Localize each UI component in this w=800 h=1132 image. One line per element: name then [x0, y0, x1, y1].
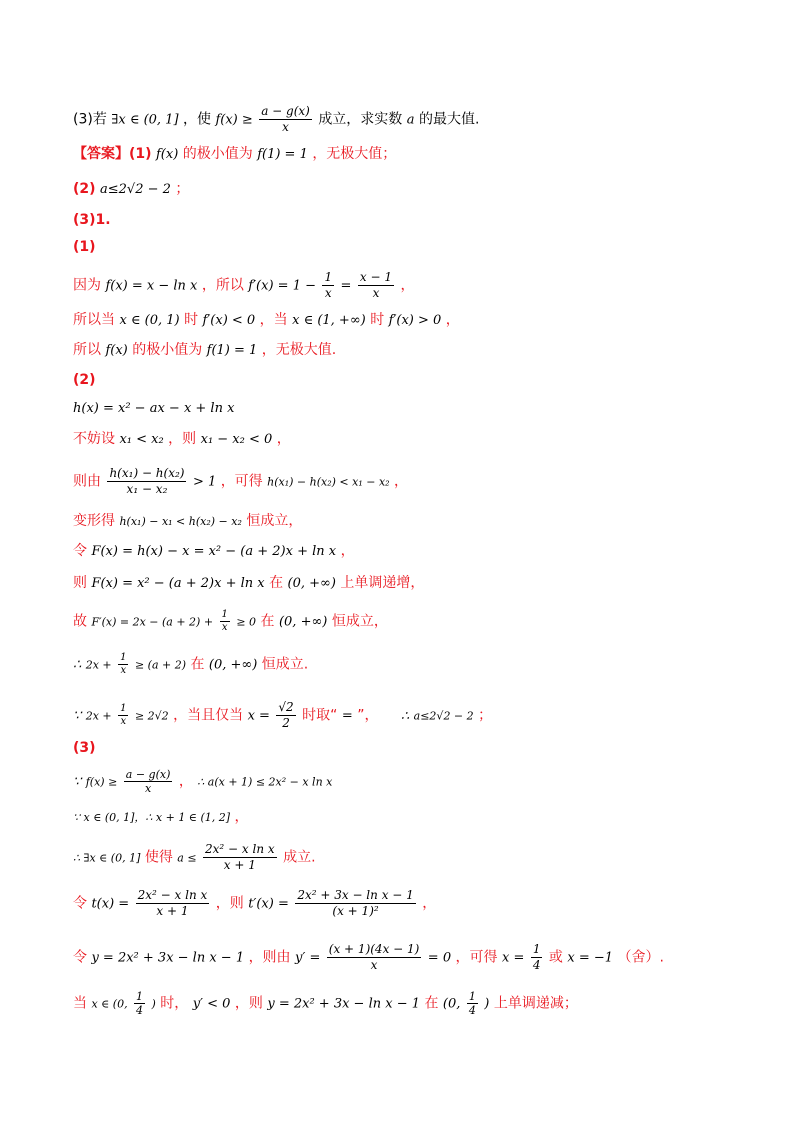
text: (3) — [73, 740, 96, 756]
math: (0, — [442, 996, 461, 1012]
text: ，则由 — [248, 949, 291, 966]
text: 时取“ — [302, 707, 338, 724]
solution-2-line-e — [73, 540, 355, 563]
because-symbol: ∵ — [73, 708, 82, 724]
text: (2) — [73, 372, 96, 388]
text: ， — [422, 895, 437, 912]
text: 则 — [73, 575, 87, 591]
answer-2 — [73, 178, 189, 201]
text: 上单调递减； — [493, 995, 578, 1012]
fraction: $\frac{x - 1}{x}$ — [359, 270, 392, 300]
text: 成立. — [283, 849, 316, 866]
text: 令 — [73, 949, 87, 966]
math: F(x) = h(x) − x = x² − (a + 2)x + ln x — [91, 544, 337, 559]
math: x ∈ (0, — [91, 997, 128, 1011]
fraction: $\frac{1}{4}$ — [136, 990, 144, 1017]
math: ≥ (a + 2) — [134, 658, 187, 672]
math: ∵ x ∈ (0, 1]，∴ x + 1 ∈ (1, 2] — [73, 811, 231, 824]
therefore-symbol: ∴ — [73, 657, 82, 673]
text: 使得 — [144, 849, 173, 866]
math: y = 2x² + 3x − ln x − 1 — [267, 996, 420, 1012]
text: 所以 — [73, 342, 101, 358]
text: ，则 — [234, 995, 263, 1012]
math: a≤2√2 − 2 — [100, 182, 171, 197]
solution-2-heading — [73, 369, 96, 391]
math: t(x) = — [91, 896, 130, 912]
math: x ∈ (1, +∞) — [292, 313, 366, 328]
fraction: $\frac{a - g(x)}{x}$ — [125, 768, 171, 795]
math: y′ = — [295, 950, 321, 966]
text: 时 — [370, 312, 385, 328]
math: h(x₁) − h(x₂) < x₁ − x₂ — [267, 475, 390, 489]
math: 2x + — [85, 709, 112, 723]
solution-2-line-f — [73, 572, 424, 595]
therefore-symbol: ∴ — [400, 708, 410, 724]
text: 不妨设 — [73, 431, 115, 447]
text: ，可得 — [220, 473, 263, 490]
solution-3-line-f — [73, 990, 578, 1017]
text: 或 — [548, 949, 563, 966]
math: f′(x) = 1 − — [248, 278, 316, 294]
text: 的极小值为 — [182, 146, 253, 162]
text: ，可得 — [455, 949, 498, 966]
math: ∴ a(x + 1) ≤ 2x² − x ln x — [197, 775, 333, 789]
fraction: $\frac{√2}{2}$ — [278, 700, 294, 730]
solution-3-line-b — [73, 806, 248, 829]
math: ) — [151, 997, 156, 1011]
math: x = — [502, 950, 525, 966]
text: ， — [445, 312, 460, 328]
text: 在 — [269, 575, 284, 591]
math: f(1) = 1 — [206, 343, 258, 358]
fraction: $\frac{1}{4}$ — [532, 942, 541, 972]
math: x = — [247, 708, 270, 724]
solution-3-line-e — [73, 942, 664, 973]
text: 上单调递增， — [340, 575, 425, 591]
fraction: $\frac{1}{4}$ — [468, 990, 476, 1017]
math: 2x + — [85, 658, 112, 672]
answer-label: 【答案】(1) — [73, 146, 152, 162]
answer-1 — [73, 143, 396, 166]
math: a≤2√2 − 2 — [413, 709, 474, 723]
math: ≥ 0 — [236, 615, 257, 629]
solution-2-line-b — [73, 428, 291, 451]
math: f′(x) > 0 — [388, 313, 442, 328]
text: 在 — [260, 613, 275, 630]
text: 的最大值. — [418, 111, 480, 128]
fraction: $\frac{1}{x}$ — [324, 270, 333, 300]
text: 在 — [190, 656, 205, 673]
math: f(1) = 1 — [257, 147, 308, 162]
math: x₁ < x₂ — [119, 432, 164, 447]
text: ，使 — [182, 111, 211, 128]
math: x = −1 — [567, 950, 614, 966]
fraction: $\frac{\text{h(x₁) − h(x₂)}}{\text{x₁ − x₂}}$ — [109, 466, 185, 496]
solution-2-line-d — [73, 510, 302, 533]
math: h(x₁) − x₁ < h(x₂) − x₂ — [119, 515, 242, 528]
solution-2-line-a — [73, 397, 234, 420]
text: 在 — [424, 995, 439, 1012]
text: ”， — [357, 707, 379, 724]
text: 所以当 — [73, 312, 115, 328]
solution-1-line-c — [73, 339, 336, 362]
question-3 — [73, 104, 479, 135]
text: 恒成立， — [246, 513, 303, 529]
math: ∴ ∃x ∈ (0, 1] — [73, 851, 141, 865]
math: h(x) = x² − ax − x + ln x — [73, 401, 235, 416]
text: ，当且仅当 — [173, 707, 244, 724]
math: f(x) — [105, 343, 128, 358]
solution-2-line-g — [73, 609, 388, 634]
text: (1) — [73, 239, 96, 255]
answer-3 — [73, 209, 111, 231]
text: ，无极大值. — [261, 342, 337, 358]
text: (2) — [73, 181, 96, 197]
text: ， — [340, 543, 355, 559]
math: ≥ 2√2 — [134, 709, 169, 723]
math: t′(x) = — [248, 896, 289, 912]
math: a — [406, 112, 415, 128]
text: 令 — [73, 543, 87, 559]
math: a ≤ — [177, 851, 197, 865]
math: (0, +∞) — [278, 614, 328, 630]
text: ； — [175, 181, 190, 197]
text: 时 — [184, 312, 199, 328]
math: = 0 — [427, 950, 452, 966]
text: ，无极大值； — [312, 146, 397, 162]
text: 则由 — [73, 473, 101, 490]
math: f(x) — [156, 147, 179, 162]
text: 恒成立， — [331, 613, 388, 630]
text: ， — [394, 473, 409, 490]
text: 令 — [73, 895, 87, 912]
because-symbol: ∵ — [73, 774, 82, 790]
math: (0, +∞) — [208, 657, 258, 673]
math: = — [341, 708, 353, 724]
text: (3)1. — [73, 212, 111, 228]
math: > 1 — [192, 474, 217, 490]
text: ， — [276, 431, 291, 447]
solution-2-line-c — [73, 466, 408, 497]
fraction: $\frac{(x + 1)(4x - 1)}{x}$ — [328, 942, 420, 972]
math: y′ < 0 — [192, 996, 231, 1012]
solution-1-heading — [73, 236, 96, 258]
text: ， — [234, 809, 249, 825]
math: ∃x ∈ (0, 1] — [111, 112, 179, 128]
text: ，所以 — [201, 277, 244, 294]
math: f(x) = x − ln x — [105, 278, 198, 294]
text: 的极小值为 — [132, 342, 203, 358]
math: F′(x) = 2x − (a + 2) + — [91, 615, 214, 629]
solution-2-line-h — [73, 652, 308, 677]
solution-3-line-c — [73, 842, 316, 873]
text: （舍）. — [617, 949, 664, 966]
solution-1-line-a — [73, 270, 414, 301]
math: ) — [484, 996, 490, 1012]
text: 恒成立. — [261, 656, 309, 673]
math: y = 2x² + 3x − ln x − 1 — [91, 950, 245, 966]
text: ，则 — [168, 431, 197, 447]
solution-3-line-d — [73, 888, 436, 919]
text: (3)若 — [73, 111, 107, 128]
math: f(x) ≥ — [85, 775, 118, 789]
math: x ∈ (0, 1) — [119, 313, 180, 328]
text: 变形得 — [73, 513, 115, 529]
fraction: $\frac{\text{2x² − x ln x}}{x + 1}$ — [205, 842, 275, 872]
math: F(x) = x² − (a + 2)x + ln x — [91, 576, 265, 591]
solution-3-line-a — [73, 768, 332, 795]
text: 时， — [160, 995, 189, 1012]
solution-2-line-i — [73, 700, 492, 731]
text: ，则 — [215, 895, 244, 912]
fraction: $\frac{1}{x}$ — [120, 652, 127, 676]
text: ； — [478, 707, 493, 724]
text: 当 — [73, 995, 87, 1012]
fraction: $\frac{\text{2x² − x ln x}}{x + 1}$ — [137, 888, 208, 918]
solution-1-line-b — [73, 309, 460, 332]
fraction: $\frac{\text{2x² + 3x − ln x − 1}}{\text{(x + 1)²}}$ — [297, 888, 414, 918]
text: 因为 — [73, 277, 101, 294]
text: ， — [400, 277, 415, 294]
text: 故 — [73, 613, 87, 630]
math: f(x) ≥ — [215, 112, 253, 128]
text: 成立，求实数 — [318, 111, 403, 128]
math: f′(x) < 0 — [202, 313, 256, 328]
math: (0, +∞) — [287, 576, 336, 591]
math: x₁ − x₂ < 0 — [200, 432, 273, 447]
fraction: $\frac{1}{x}$ — [221, 609, 228, 633]
solution-3-heading — [73, 737, 96, 759]
fraction: $\frac{a - g(x)}{x}$ — [261, 104, 310, 134]
fraction: $\frac{1}{x}$ — [120, 703, 127, 727]
math: = — [340, 278, 352, 294]
text: ， — [178, 773, 193, 790]
text: ，当 — [259, 312, 288, 328]
